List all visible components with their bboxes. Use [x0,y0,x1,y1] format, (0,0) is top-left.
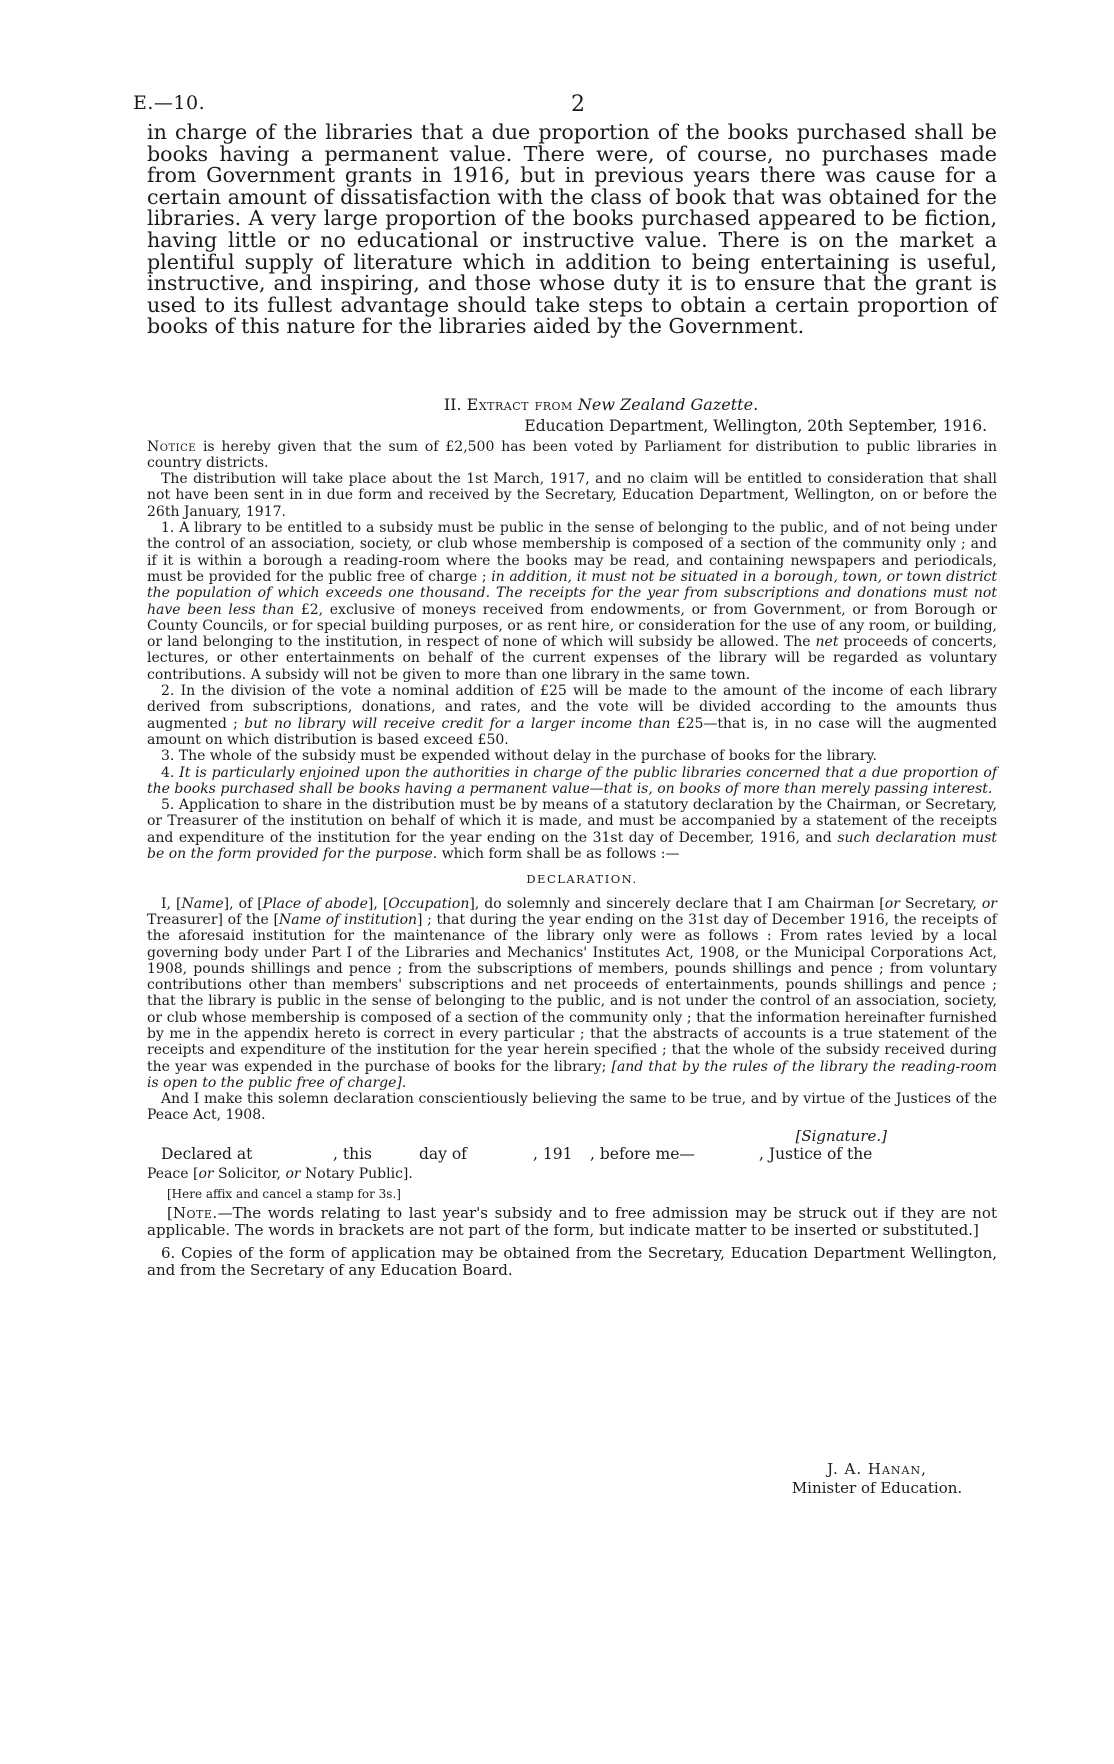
rule-3: 3. The whole of the subsidy must be expended without delay in the purchase of books for the library. [161,748,877,765]
notice-text: is hereby given that the sum of £2,500 has been voted by Parliament for distribution to public libraries in country districts. [147,438,997,471]
declaration-heading: DECLARATION. [526,872,638,887]
stamp-instruction: [Here affix and cancel a stamp for 3s.] [167,1187,401,1202]
peace-or: or [198,1166,214,1183]
decl-text: ], of [ [223,895,263,912]
rule-4 [147,765,997,798]
section-heading-text: Extract from [466,395,573,414]
decl-institution: Name of institution [278,911,418,928]
rule-1-text-a: 1. A library to be entitled to a subsidy must be public in the sense of belonging to the public, and of not being under the control of an association, society, or club whose membership is composed of a section of the community only ; and if it is within a borough a reading-room where the books may be read, and containing newspapers and periodicals, must be provided for the public free of charge ; [147,520,997,585]
decl-or: or [981,895,997,912]
distribution-paragraph: The distribution will take place about the 1st March, 1917, and no claim will be entitled to consideration that shall not have been sent in in due form and received by the Secretary, Education Department, Wellington, on or before the 26th January, 1917. [147,471,997,520]
rule-2-text-c: £25—that is, in no case will the augmented amount on which distribution is based exceed £50. [147,715,997,748]
rule-5-italic: such declaration must be on the form provided for the purpose. [147,829,998,863]
declaration-body [147,896,997,1092]
declared-justice: , Justice of the [759,1145,873,1164]
rule-1-text-e: proceeds of concerts, lectures, or other entertainments on behalf of the current expenses of the library will be regarded as voluntary contributions. A subsidy will not be given to more than one library in the same town. [147,634,997,683]
decl-text: ] ; that during the year ending on the 31st day of December 1916, the receipts of the aforesaid institution for the maintenance of the library only were as follows : From rates levied by a local governing body under Part I of the Libraries and Mechanics' Institutes Act, 1908, or the Municipal Corporations Act, 1908, pounds shillings and pence ; from the subscriptions of members, pounds shillings and pence ; from voluntary contributions other than members' subscriptions and net proceeds of entertainments, pounds shillings and pence ; that the library is public in the sense of belonging to the public, and is not under the control of an association, society, or club whose membership is composed of a section of the community only ; that the information hereinafter furnished by me in the appendix hereto is correct in every particular ; that the abstracts of accounts is a true statement of the receipts and expenditure of the institution for the year herein specified ; that the whole of the subsidy received during the year was expended in the purchase of books for the library; [147,911,997,1075]
rule-5 [147,797,997,862]
peace-text: Peace [ [147,1166,199,1183]
decl-reading-room-clause: [and that by the rules of the library the reading-room is open to the public free of charge]. [147,1058,997,1091]
rule-1-italic: in addition, it must not be situated in a borough, town, or town district the population of which exceeds one thousand. The receipts for the year from subscriptions and donations must not have been less than [147,568,998,618]
rule-1 [147,520,997,683]
rule-2-italic: but no library will receive credit for a larger income than [244,715,671,732]
section-heading [205,397,997,413]
signatory-title: Minister of Education. [791,1479,963,1497]
page-number: 2 [571,92,585,117]
rule-1-net: net [815,634,839,651]
peace-text: Notary Public]. [305,1166,413,1183]
note-paragraph: [Note.—The words relating to last year's subsidy and to free admission may be struck out if they are not applicable. The words in brackets are not part of the form, but indicate matter to be inserted or substituted.] [147,1203,997,1239]
decl-text: Secretary, [904,895,977,912]
signature-placeholder: [Signature.] [795,1126,887,1145]
intro-paragraph: in charge of the libraries that a due proportion of the books purchased shall be books having a permanent value. There were, of course, no purchases made from Government grants in 1916, but in previous years there was cause for a certain amount of dissatisfaction with the class of book that was obtained for the libraries. A very large proportion of the books purchased appeared to be fiction, having little or no educational or instructive value. There is on the market a plentiful supply of literature which in addition to being entertaining is useful, instructive, and inspiring, and those whose duty it is to ensure that the grant is used to its fullest advantage should take steps to obtain a certain proportion of books of this nature for the libraries aided by the Government. [147,120,997,339]
rule-1-text-c: £2, exclusive of moneys received from endowments, or from Government, or from Borough or County Councils, or for special building purposes, or as rent hire, or consideration for the use of any room, or building, or land belonging to the institution, in respect of none of which will subsidy be allowed. The [147,601,997,651]
decl-text: ], [ [367,895,389,912]
declared-day-of: day of [419,1145,467,1164]
rule-5-text-c: which form shall be as follows :— [441,846,680,863]
rule-5-text-a: 5. Application to share in the distribution must be by means of a statutory declaration by the Chairman, or Secretary, or Treasurer of the institution on behalf of which it is made, and must be accompanied by a statement of the receipts and expenditure of the institution for the year ending on the 31st day of December, 1916, and [147,797,997,846]
note-lead: Note. [172,1203,218,1222]
document-reference: E.—10. [133,92,206,114]
signoff [762,1460,992,1498]
decl-abode: Place of abode [262,895,368,912]
note-text: —The words relating to last year's subsidy and to free admission may be struck out if they are not applicable. The words in brackets are not part of the form, but indicate matter to be inserted or substituted.] [147,1203,997,1239]
rule-2 [147,683,997,748]
declared-before-me: , before me— [590,1145,695,1164]
decl-occupation: Occupation [388,895,470,912]
decl-or: or [884,895,900,912]
declared-year: , 191 [533,1145,573,1164]
rule-2-text-a: 2. In the division of the vote a nominal addition of £25 will be made to the amount of the income of each library derived from subscriptions, donations, and rates, and the vote will be divided according to the amounts thus augmented ; [147,683,997,732]
rule-4-number: 4. [161,764,175,781]
gazette-extract [147,397,997,1279]
notice-lead: Notice [147,438,197,455]
declared-line [147,1146,997,1166]
rule-4-italic: It is particularly enjoined upon the authorities in charge of the public libraries concerned that a due proportion of the books purchased shall be books having a permanent value—that is, on books of more than merely passing interest. [147,764,998,797]
peace-line [147,1166,997,1182]
rule-6: 6. Copies of the form of application may be obtained from the Secretary, Education Department Wellington, and from the Secretary of any Education Board. [147,1243,997,1279]
dateline: Education Department, Wellington, 20th September, 1916. [524,417,987,436]
declared-this: , this [333,1145,372,1164]
decl-text: I, [ [161,895,182,912]
declared-at: Declared at [161,1145,253,1164]
decl-text: Treasurer] of the [ [147,911,279,928]
signatory-name: J. A. Hanan, [827,1460,927,1478]
declaration-conscientious: And I make this solemn declaration conscientiously believing the same to be true, and by virtue of the Justices of the Peace Act, 1908. [147,1091,997,1124]
section-heading-italic: New Zealand Gazette. [577,395,759,414]
section-number: II. [443,395,462,414]
notice-paragraph [147,439,997,472]
peace-text: Solicitor, [218,1166,281,1183]
decl-name: Name [181,895,224,912]
peace-or: or [285,1166,301,1183]
decl-text: ], do solemnly and sincerely declare that I am Chairman [ [469,895,885,912]
